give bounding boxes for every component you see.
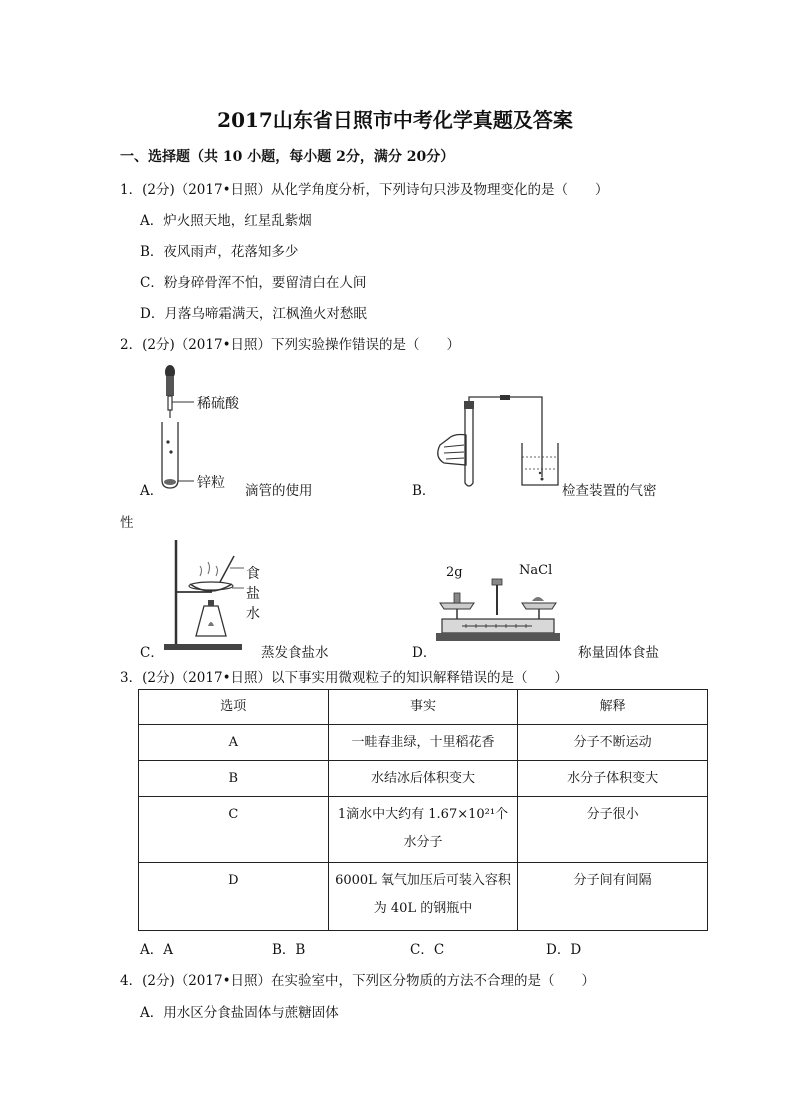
row-fact: 一畦春韭绿，十里稻花香 xyxy=(328,725,518,761)
salt-water-label-char-2: 盐 xyxy=(246,586,260,602)
table-row xyxy=(139,863,708,931)
salt-water-label-char-3: 水 xyxy=(246,606,260,622)
row-fact-line: 6000L 氧气加压后可装入容积 xyxy=(335,873,511,888)
figure-c-caption: 蒸发食盐水 xyxy=(261,645,329,661)
header-option: 选项 xyxy=(139,690,329,725)
question-3-choice-b: B．B xyxy=(272,942,306,958)
figure-d-letter: D． xyxy=(412,645,437,661)
airtightness-figure xyxy=(430,395,560,495)
row-explanation: 分子很小 xyxy=(518,797,708,863)
header-explanation: 解释 xyxy=(518,690,708,725)
table-row xyxy=(139,761,708,797)
question-3-choice-a: A．A xyxy=(140,942,173,958)
section-heading: 一、选择题（共 10 小题，每小题 2分，满分 20分） xyxy=(120,149,455,165)
evaporation-figure xyxy=(160,536,280,656)
row-fact-line: 1滴水中大约有 1.67×10²¹个 xyxy=(337,807,509,822)
row-fact xyxy=(328,797,518,863)
row-fact-line: 水分子 xyxy=(403,835,443,850)
question-2-stem: 2．(2分)（2017•日照）下列实验操作错误的是（ ） xyxy=(120,337,461,353)
left-pan-weight-label: 2g xyxy=(446,565,463,580)
page-title: 2017山东省日照市中考化学真题及答案 xyxy=(217,108,573,132)
figure-b-caption: 检查装置的气密 xyxy=(562,483,657,499)
figure-d-caption: 称量固体食盐 xyxy=(578,645,659,661)
figure-c-letter: C． xyxy=(140,645,164,661)
right-pan-nacl-label: NaCl xyxy=(519,563,553,578)
dilute-sulfuric-acid-label: 稀硫酸 xyxy=(197,396,239,412)
row-fact xyxy=(328,863,518,931)
question-1-stem: 1．(2分)（2017•日照）从化学角度分析，下列诗句只涉及物理变化的是（ ） xyxy=(120,182,609,198)
question-1-option-a: A．炉火照天地，红星乱紫烟 xyxy=(140,213,312,229)
figure-a-letter: A． xyxy=(140,483,164,499)
figure-b-caption-continued: 性 xyxy=(120,515,134,531)
row-fact: 水结冰后体积变大 xyxy=(328,761,518,797)
row-option: D xyxy=(139,863,329,931)
table-header-row xyxy=(139,690,708,725)
row-explanation: 分子间有间隔 xyxy=(518,863,708,931)
question-3-stem: 3．(2分)（2017•日照）以下事实用微观粒子的知识解释错误的是（ ） xyxy=(120,670,569,686)
figure-b-letter: B． xyxy=(412,483,436,499)
question-4-stem: 4．(2分)（2017•日照）在实验室中，下列区分物质的方法不合理的是（ ） xyxy=(120,973,596,989)
figure-a-caption: 滴管的使用 xyxy=(245,483,313,499)
balance-figure xyxy=(436,575,566,645)
row-option: B xyxy=(139,761,329,797)
row-option: C xyxy=(139,797,329,863)
question-1-option-d: D．月落乌啼霜满天，江枫渔火对愁眠 xyxy=(140,306,367,322)
row-option: A xyxy=(139,725,329,761)
question-4-option-a: A．用水区分食盐固体与蔗糖固体 xyxy=(140,1005,339,1021)
table-row xyxy=(139,725,708,761)
row-explanation: 分子不断运动 xyxy=(518,725,708,761)
salt-water-label-char-1: 食 xyxy=(246,566,260,582)
question-1-option-c: C．粉身碎骨浑不怕，要留清白在人间 xyxy=(140,275,367,291)
zinc-granule-label: 锌粒 xyxy=(197,475,225,491)
row-explanation: 水分子体积变大 xyxy=(518,761,708,797)
question-3-choice-d: D．D xyxy=(546,942,582,958)
table-row xyxy=(139,797,708,863)
header-fact: 事实 xyxy=(328,690,518,725)
question-3-choice-c: C．C xyxy=(410,942,445,958)
facts-table xyxy=(138,689,708,931)
row-fact-line: 为 40L 的钢瓶中 xyxy=(373,901,473,916)
question-1-option-b: B．夜风雨声，花落知多少 xyxy=(140,244,299,260)
